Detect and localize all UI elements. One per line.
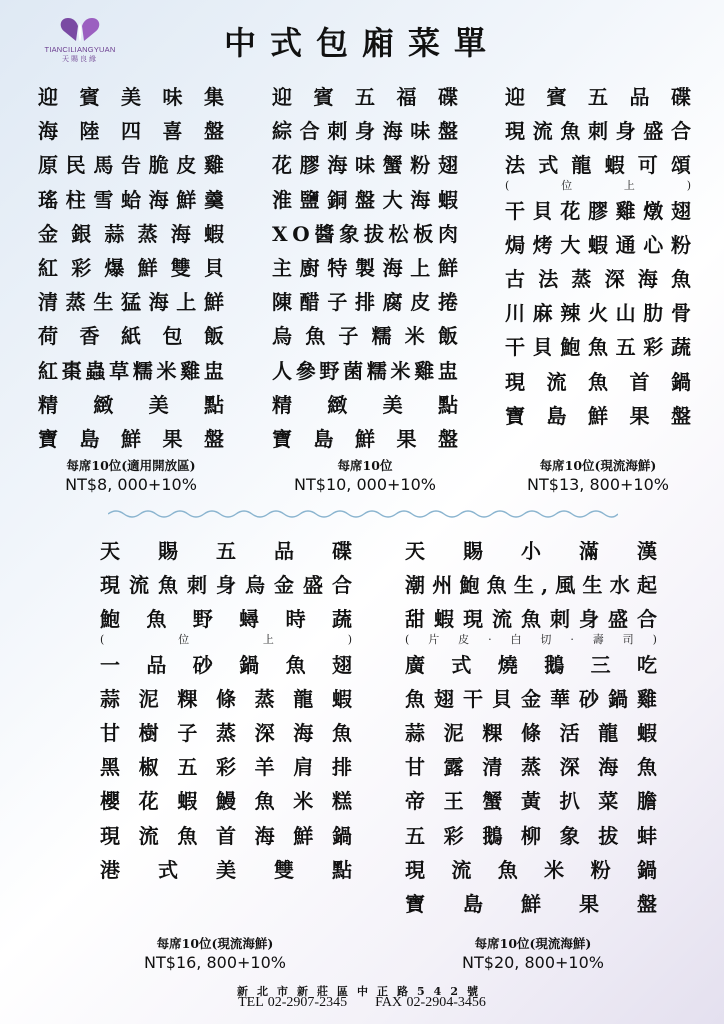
dish-item: 金 銀 蒜 蒸 海 蝦 bbox=[38, 221, 224, 246]
menu-2-dishes bbox=[272, 80, 458, 456]
menu-1-per-table: 每席10位(適用開放區) bbox=[66, 458, 196, 473]
wave-divider bbox=[108, 508, 618, 520]
dish-item: 帝 王 蟹 黃 扒 菜 膽 bbox=[405, 789, 657, 814]
dish-item: 寶 島 鮮 果 盤 bbox=[405, 891, 657, 916]
contact-line bbox=[0, 995, 724, 1011]
dish-item: 主 廚 特 製 海 上 鮮 bbox=[272, 255, 458, 280]
menu-5-price: NT$20, 800+10% bbox=[462, 953, 604, 972]
dish-item: 綜 合 刺 身 海 味 盤 bbox=[272, 119, 458, 144]
phone-number: TEL 02-2907-2345 bbox=[238, 995, 348, 1010]
dish-item: 干 貝 鮑 魚 五 彩 蔬 bbox=[505, 335, 691, 360]
dish-item: 干 貝 花 膠 雞 燉 翅 bbox=[505, 198, 691, 223]
dish-item: 陳 醋 子 排 腐 皮 捲 bbox=[272, 290, 458, 315]
dish-item: 寶 島 鮮 果 盤 bbox=[272, 426, 458, 451]
menu-4-footer bbox=[100, 934, 330, 972]
dish-item: 甘 樹 子 蒸 深 海 魚 bbox=[100, 720, 352, 745]
dish-item: X O 醬 象 拔 松 板 肉 bbox=[272, 221, 458, 246]
menu-2-per-table: 每席10位 bbox=[337, 458, 393, 473]
menu-1-price: NT$8, 000+10% bbox=[65, 475, 197, 494]
brand-name-en: TIANCILIANGYUAN bbox=[44, 45, 116, 54]
dish-item: 甘 露 清 蒸 深 海 魚 bbox=[405, 755, 657, 780]
dish-note: ( 位 上 ) bbox=[100, 632, 352, 646]
dish-item: 荷 香 紙 包 飯 bbox=[38, 324, 224, 349]
dish-item: 天 賜 五 品 碟 bbox=[100, 539, 352, 563]
menu-3-dishes bbox=[505, 80, 691, 433]
dish-item: 迎 賓 五 品 碟 bbox=[505, 85, 691, 109]
dish-item: 原 民 馬 告 脆 皮 雞 bbox=[38, 153, 224, 178]
dish-item: 焗 烤 大 蝦 通 心 粉 bbox=[505, 232, 691, 257]
dish-item: 蒜 泥 粿 條 活 龍 蝦 bbox=[405, 720, 657, 745]
dish-note: ( 片 皮 · 白 切 · 壽 司 ) bbox=[405, 632, 657, 646]
dish-item: 精 緻 美 點 bbox=[38, 392, 224, 417]
dish-item: 鮑 魚 野 蟳 時 蔬 bbox=[100, 607, 352, 632]
menu-2-price: NT$10, 000+10% bbox=[294, 475, 436, 494]
dish-item: 迎 賓 五 福 碟 bbox=[272, 85, 458, 109]
dish-item: 廣 式 燒 鵝 三 吃 bbox=[405, 652, 657, 677]
menu-4-dishes bbox=[100, 534, 352, 887]
dish-item: 海 陸 四 喜 盤 bbox=[38, 119, 224, 144]
dish-item: 現 流 魚 刺 身 盛 合 bbox=[505, 119, 691, 144]
dish-item: 蒜 泥 粿 條 蒸 龍 蝦 bbox=[100, 686, 352, 711]
dish-item: 精 緻 美 點 bbox=[272, 392, 458, 417]
dish-item: 魚 翅 干 貝 金 華 砂 鍋 雞 bbox=[405, 686, 657, 711]
dish-item: 天 賜 小 滿 漢 bbox=[405, 539, 657, 563]
dish-item: 黑 椒 五 彩 羊 肩 排 bbox=[100, 755, 352, 780]
dish-item: 潮 州 鮑 魚 生 , 風 生 水 起 bbox=[405, 573, 657, 598]
menu-3-price: NT$13, 800+10% bbox=[527, 475, 669, 494]
menu-5-dishes bbox=[405, 534, 657, 921]
dish-item: 古 法 蒸 深 海 魚 bbox=[505, 266, 691, 291]
menu-3-per-table: 每席10位(現流海鮮) bbox=[539, 458, 657, 473]
dish-item: 寶 島 鮮 果 盤 bbox=[38, 426, 224, 451]
dish-item: 淮 鹽 銅 盤 大 海 蝦 bbox=[272, 187, 458, 212]
brand-name-zh: 天賜良緣 bbox=[62, 55, 98, 63]
dish-item: 櫻 花 蝦 鰻 魚 米 糕 bbox=[100, 789, 352, 814]
dish-item: 瑤 柱 雪 蛤 海 鮮 羹 bbox=[38, 187, 224, 212]
dish-item: 五 彩 鵝 柳 象 拔 蚌 bbox=[405, 823, 657, 848]
menu-4-price: NT$16, 800+10% bbox=[144, 953, 286, 972]
dish-item: 清 蒸 生 猛 海 上 鮮 bbox=[38, 290, 224, 315]
menu-1-dishes bbox=[38, 80, 224, 456]
dish-item: 現 流 魚 首 鍋 bbox=[505, 369, 691, 394]
dish-note: ( 位 上 ) bbox=[505, 178, 691, 192]
dish-item: 寶 島 鮮 果 盤 bbox=[505, 403, 691, 428]
menu-4-per-table: 每席10位(現流海鮮) bbox=[156, 936, 274, 951]
dish-item: 人 參 野 菌 糯 米 雞 盅 bbox=[272, 358, 458, 383]
dish-item: 紅 彩 爆 鮮 雙 貝 bbox=[38, 255, 224, 280]
menu-5-per-table: 每席10位(現流海鮮) bbox=[474, 936, 592, 951]
menu-1-footer bbox=[20, 456, 242, 494]
page-title: 中式包廂菜單 bbox=[223, 24, 500, 62]
dish-item: 紅 棗 蟲 草 糯 米 雞 盅 bbox=[38, 358, 224, 383]
dish-item: 法 式 龍 蝦 可 頌 bbox=[505, 153, 691, 178]
dish-item: 花 膠 海 味 蟹 粉 翅 bbox=[272, 153, 458, 178]
dish-item: 現 流 魚 米 粉 鍋 bbox=[405, 857, 657, 882]
restaurant-address: 新北市新莊區中正路542號 bbox=[237, 985, 487, 998]
dish-item: 一 品 砂 鍋 魚 翅 bbox=[100, 652, 352, 677]
dish-item: 迎 賓 美 味 集 bbox=[38, 85, 224, 109]
dish-item: 現 流 魚 刺 身 烏 金 盛 合 bbox=[100, 573, 352, 598]
menu-3-footer bbox=[487, 456, 709, 494]
dish-item: 港 式 美 雙 點 bbox=[100, 857, 352, 882]
dish-item: 甜 蝦 現 流 魚 刺 身 盛 合 bbox=[405, 607, 657, 632]
menu-5-footer bbox=[418, 934, 648, 972]
dish-item: 現 流 魚 首 海 鮮 鍋 bbox=[100, 823, 352, 848]
dish-item: 川 麻 辣 火 山 肋 骨 bbox=[505, 301, 691, 326]
fax-number: FAX 02-2904-3456 bbox=[375, 995, 486, 1010]
menu-2-footer bbox=[254, 456, 476, 494]
dish-item: 烏 魚 子 糯 米 飯 bbox=[272, 324, 458, 349]
